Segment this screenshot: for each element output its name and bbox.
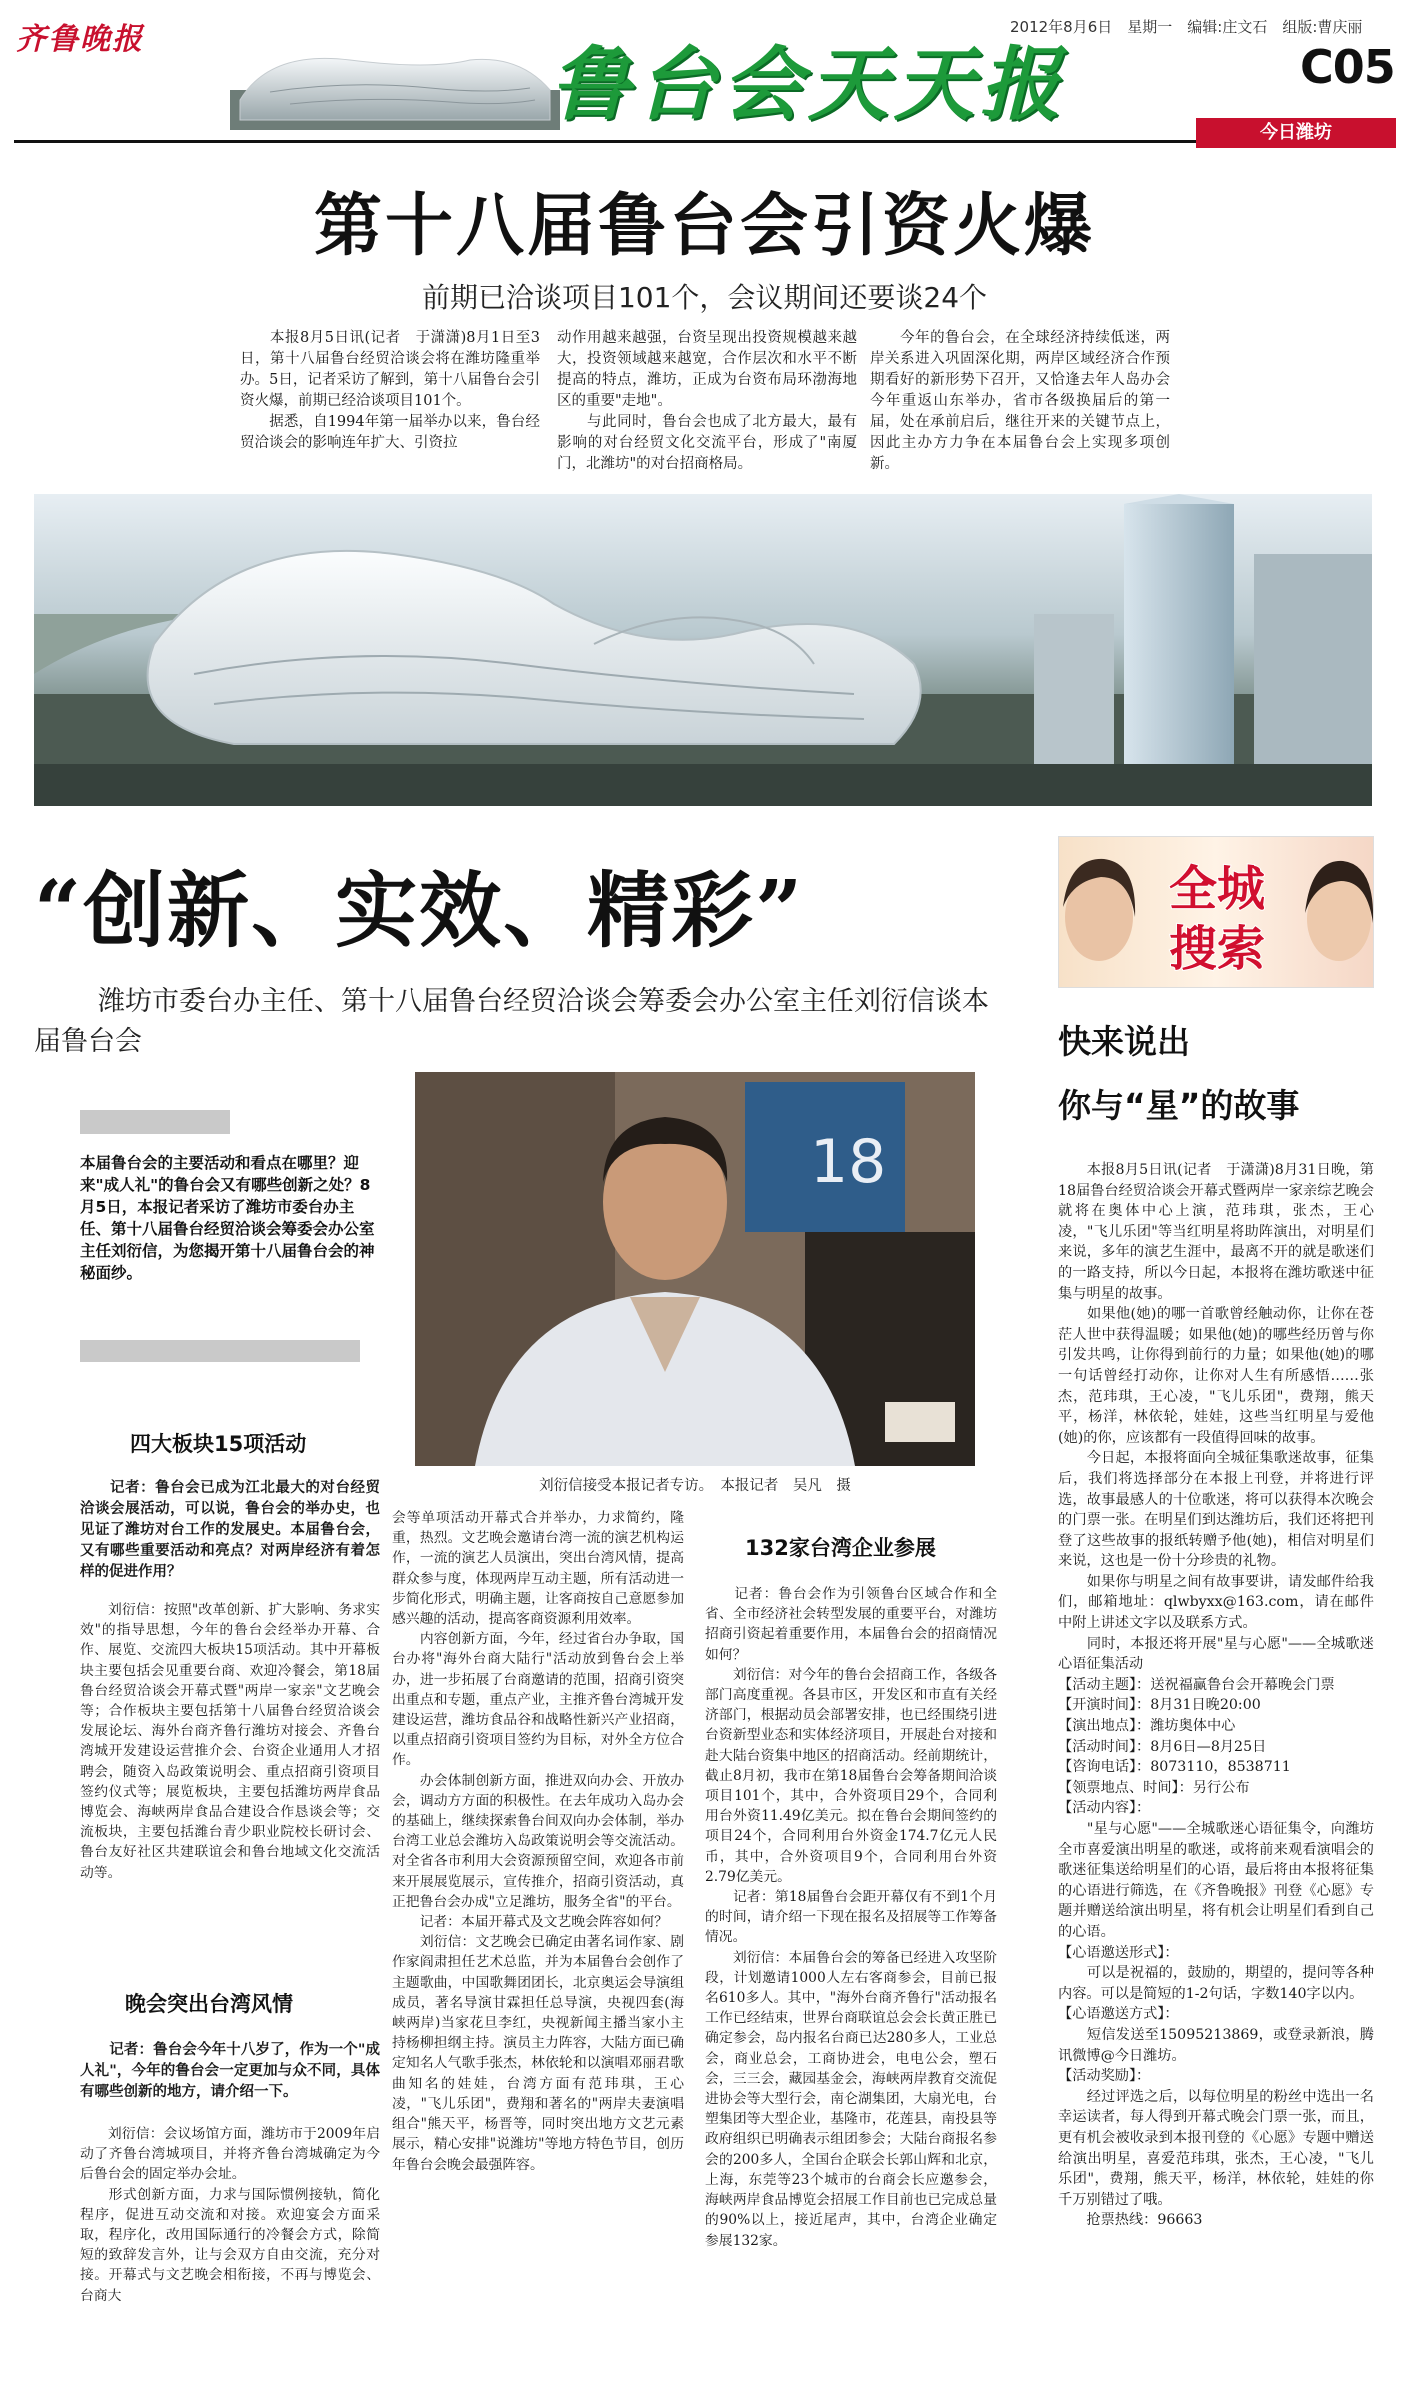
interviewee-portrait-illustration bbox=[415, 1072, 975, 1466]
lead-column-1: 本报8月5日讯(记者 于潇潇)8月1日至3日，第十八届鲁台经贸洽谈会将在潍坊隆重举办。5日，记者采访了解到，第十八届鲁台会引资火爆，前期已经洽谈项目101个。 据悉，自1994年第一届举办以来，鲁台经贸洽谈会的影响连年扩大、引资拉 bbox=[240, 330, 540, 451]
photo-caption: 刘衍信接受本报记者专访。 本报记者 吴凡 摄 bbox=[539, 1478, 851, 1494]
interviewee-photo bbox=[415, 1072, 975, 1466]
interview-column-3: 记者：鲁台会作为引领鲁台区域合作和全省、全市经济社会转型发展的重要平台，对潍坊招商引资起着重要作用，本届鲁台会的招商情况如何？ 刘衍信：对今年的鲁台会招商工作，各级各部门高度重视。各县市区，开发区和市直有关经济部门，根据动员会部署安排，也已经围绕引进台资新型业态和实体经济项目，开展赴台对接和赴大陆台资集中地区的招商活动。经前期统计，截止8月初，我市在第18届鲁台会筹备期间洽谈项目101个，其中，合外资项目29个，合同利用台外资11.49亿美元。拟在鲁台会期间签约的项目24个，合同利用台外资金174.7亿元人民币，其中，合外资项目9个，合同利用台外资2.79亿美元。 记者：第18届鲁台会距开幕仅有不到1个月的时间，请介绍一下现在报名及招展等工作筹备情况。 刘衍信：本届鲁台会的筹备已经进入攻坚阶段，计划邀请1000人左右客商参会，目前已报名610多人。其中，"海外台商齐鲁行"活动报名工作已经结束，世界台商联谊总会会长黄正胜已确定参会，岛内报名台商已达280多人，工业总会，商业总会，工商协进会，电电公会，塑石会，三三会，藏园基金会，海峡两岸教育交流促进协会等大型行会，南仑湖集团，大扇光电，台塑集团等大型企业，基隆市，花莲县，南投县等政府组织已明确表示组团参会；大陆台商报名参会的200多人，全国台企联会长郭山辉和北京，上海，东莞等23个城市的台商会长应邀参会，海峡两岸食品博览会招展工作目前也已完成总量的90%以上，接近尾声，其中，台湾企业确定参展132家。 bbox=[705, 1586, 997, 2249]
issue-meta: 2012年8月6日 星期一 编辑:庄文石 组版:曹庆丽 bbox=[1010, 18, 1363, 36]
paper-logo: 齐鲁晚报 bbox=[16, 22, 144, 57]
search-banner-illustration bbox=[1059, 837, 1374, 988]
lead-column-2: 动作用越来越强，台资呈现出投资规模越来越大，投资领域越来越宽，合作层次和水平不断提高的特点，潍坊，正成为台资布局环渤海地区的重要"走地"。 与此同时，鲁台会也成了北方最大，最有影响的对台经贸文化交流平台，形成了"南厦门，北潍坊"的对台招商格局。 bbox=[557, 330, 857, 472]
page-code: C05 bbox=[1300, 40, 1395, 94]
lead-subheadline: 前期已洽谈项目101个，会议期间还要谈24个 bbox=[421, 281, 988, 314]
byline-placeholder-bar bbox=[80, 1110, 230, 1134]
interview-intro: 本届鲁台会的主要活动和看点在哪里？迎来"成人礼"的鲁台会又有哪些创新之处？8月5日，本报记者采访了潍坊市委台办主任、第十八届鲁台经贸洽谈会筹委会办公室主任刘衍信，为您揭开第十八届鲁台会的神秘面纱。 bbox=[80, 1154, 375, 1282]
lead-headline: 第十八届鲁台会引资火爆 bbox=[313, 187, 1095, 266]
sidebar-body: 本报8月5日讯(记者 于潇潇)8月31日晚，第18届鲁台经贸洽谈会开幕式暨两岸一家亲综艺晚会就将在奥体中心上演，范玮琪，张杰，王心凌，"飞儿乐团"等当红明星将助阵演出，对明星们来说，多年的演艺生涯中，最离不开的就是歌迷们的一路支持，所以今日起，本报将在潍坊歌迷中征集与明星的故事。 如果他(她)的哪一首歌曾经触动你，让你在苍茫人世中获得温暖；如果他(她)的哪些经历曾与你引发共鸣，让你得到前行的力量；如果他(她)的哪一句话曾经打动你，让你对人生有所感悟……张杰，范玮琪，王心凌，"飞儿乐团"，费翔，熊天平，杨洋，林依轮，娃娃，这些当红明星与爱他(她)的你，应该都有一段值得回味的故事。 今日起，本报将面向全城征集歌迷故事，征集后，我们将选择部分在本报上刊登，并将进行评选，故事最感人的十位歌迷，将可以获得本次晚会的门票一张。在明星们到达潍坊后，我们还将把刊登了这些故事的报纸转赠予他(她)，相信对明星们来说，这也是一份十分珍贵的礼物。 如果你与明星之间有故事要讲，请发邮件给我们，邮箱地址：qlwbyxx@163.com，请在邮件中附上讲述文字以及联系方式。 同时，本报还将开展"星与心愿"——全城歌迷心语征集活动 【活动主题】：送祝福赢鲁台会开幕晚会门票 【开演时间】：8月31日晚20:00 【演出地点】：潍坊奥体中心 【活动时间】：8月6日—8月25日 【咨询电话】：8073110，8538711 【领票地点、时间】：另行公布 【活动内容】： "星与心愿"——全城歌迷心语征集令，向潍坊全市喜爱演出明星的歌迷，或将前来观看演唱会的歌迷征集送给明星们的心语，最后将由本报将征集的心语进行筛选，在《齐鲁晚报》刊登《心愿》专题并赠送给演出明星，将有机会让明星们看到自己的心语。 【心语邀送形式】： 可以是祝福的，鼓励的，期望的，提问等各种内容。可以是简短的1-2句话，字数140字以内。 【心语邀送方式】： 短信发送至15095213869，或登录新浪，腾讯微博@今日潍坊。 【活动奖励】： 经过评选之后，以每位明星的粉丝中选出一名幸运读者，每人得到开幕式晚会门票一张，而且，更有机会被收录到本报刊登的《心愿》专题中赠送给演出明星，喜爱范玮琪，张杰，王心凌，"飞儿乐团"，费翔，熊天平，杨洋，林依轮，娃娃的你千万别错过了哦。 抢票热线：96663 bbox=[1058, 1162, 1374, 2229]
section-heading-gala: 晚会突出台湾风情 bbox=[125, 1992, 293, 2016]
interview-column-2: 会等单项活动开幕式合并举办，力求简约，隆重，热烈。文艺晚会邀请台湾一流的演艺机构运作，一流的演艺人员演出，突出台湾风情，提高群众参与度，体现两岸互动主题，所有活动进一步简化形式，明确主题，让客商按自己意愿参加感兴趣的活动，提高客商资源利用效率。 内容创新方面，今年，经过省台办争取，国台办将"海外台商大陆行"活动放到鲁台会上举办，进一步拓展了台商邀请的范围，招商引资突出重点和专题，重点产业，主推齐鲁台湾城开发建设运营，潍坊食品谷和战略性新兴产业招商，以重点招商引资项目签约为目标，对外全方位合作。 办会体制创新方面，推进双向办会、开放办会，调动方方面的积极性。在去年成功入岛办会的基础上，继续探索鲁台间双向办会体制，举办台湾工业总会潍坊入岛政策说明会等交流活动。对全省各市利用大会资源预留空间，欢迎各市前来开展展览展示，宣传推介，招商引资活动，真正把鲁台会办成"立足潍坊，服务全省"的平台。 记者：本届开幕式及文艺晚会阵容如何？ 刘衍信：文艺晚会已确定由著名词作家、剧作家阎肃担任艺术总监，并为本届鲁台会创作了主题歌曲，中国歌舞团团长，北京奥运会导演组成员，著名导演甘霖担任总导演，央视四套(海峡两岸)当家花旦李红，央视新闻主播当家小主持杨柳担纲主持。演员主力阵容，大陆方面已确定知名人气歌手张杰，林依轮和以演唱邓丽君歌曲知名的娃娃，台湾方面有范玮琪，王心凌，"飞儿乐团"，费翔和著名的"两岸夫妻演唱组合"熊天平，杨晋等，同时突出地方文艺元素展示，精心安排"说潍坊"等地方特色节目，创历年鲁台会晚会最强阵容。 bbox=[392, 1510, 684, 2173]
answer-2: 刘衍信：会议场馆方面，潍坊市于2009年启动了齐鲁台湾城项目，并将齐鲁台湾城确定为今后鲁台会的固定举办会址。 形式创新方面，力求与国际惯例接轨，简化程序，促进互动交流和对接。欢迎宴会方面采取，程序化，改用国际通行的冷餐会方式，除简短的致辞发言外，让与会双方自由交流，充分对接。开幕式与文艺晚会相衔接，不再与博览会、台商大 bbox=[80, 2126, 380, 2304]
search-banner bbox=[1058, 836, 1374, 988]
masthead-rule bbox=[14, 140, 1396, 143]
answer-1: 刘衍信：按照"改革创新、扩大影响、务求实效"的指导思想，今年的鲁台会经举办开幕、合作、展览、交流四大板块15项活动。其中开幕板块主要包括会见重要台商、欢迎冷餐会，第18届鲁台经贸洽谈会开幕式暨"两岸一家亲"文艺晚会等；合作板块主要包括第十八届鲁台经贸洽谈会发展论坛、海外台商齐鲁行潍坊对接会、齐鲁台湾城开发建设运营推介会、台资企业通用人才招聘会，随资入岛政策说明会、重点招商引资项目签约仪式等；展览板块，主要包括潍坊两岸食品博览会、海峡两岸食品合建设合作恳谈会等；交流板块，主要包括潍台青少职业院校长研讨会、鲁台友好社区共建联谊会和鲁台地域文化交流活动等。 bbox=[80, 1602, 380, 1881]
intro-divider-bar bbox=[80, 1340, 360, 1362]
convention-center-illustration bbox=[34, 494, 1372, 806]
sidebar-title-line-2: 你与“星”的故事 bbox=[1058, 1086, 1300, 1125]
svg-text:18: 18 bbox=[810, 1127, 887, 1197]
question-1: 记者：鲁台会已成为江北最大的对台经贸洽谈会展活动，可以说，鲁台会的举办史，也见证了潍坊对台工作的发展史。本届鲁台会，又有哪些重要活动和亮点？对两岸经济有着怎样的促进作用？ bbox=[80, 1480, 380, 1580]
question-2: 记者：鲁台会今年十八岁了，作为一个"成人礼"，今年的鲁台会一定更加与众不同，具体有哪些创新的地方，请介绍一下。 bbox=[80, 2042, 380, 2100]
interview-deck: 潍坊市委台办主任、第十八届鲁台经贸洽谈会筹委会办公室主任刘衍信谈本届鲁台会 bbox=[34, 986, 989, 1057]
convention-center-photo bbox=[34, 494, 1372, 806]
section-tag: 今日潍坊 bbox=[1196, 118, 1396, 148]
interview-headline: “创新、实效、精彩” bbox=[34, 863, 805, 959]
sidebar-title-line-1: 快来说出 bbox=[1058, 1022, 1190, 1061]
lead-column-3: 今年的鲁台会，在全球经济持续低迷，两岸关系进入巩固深化期，两岸区域经济合作预期看好的新形势下召开，又恰逢去年人岛办会今年重返山东举办，省市各级换届后的第一届，处在承前启后，继往开来的关键节点上，因此主办方力争在本届鲁台会上实现多项创新。 bbox=[870, 330, 1170, 472]
section-heading-activities: 四大板块15项活动 bbox=[130, 1432, 307, 1456]
search-banner-line-2: 搜索 bbox=[1168, 921, 1266, 977]
section-heading-exhibitors: 132家台湾企业参展 bbox=[745, 1536, 936, 1560]
masthead-title: 鲁台会天天报 bbox=[550, 37, 1066, 131]
search-banner-line-1: 全城 bbox=[1168, 861, 1266, 917]
